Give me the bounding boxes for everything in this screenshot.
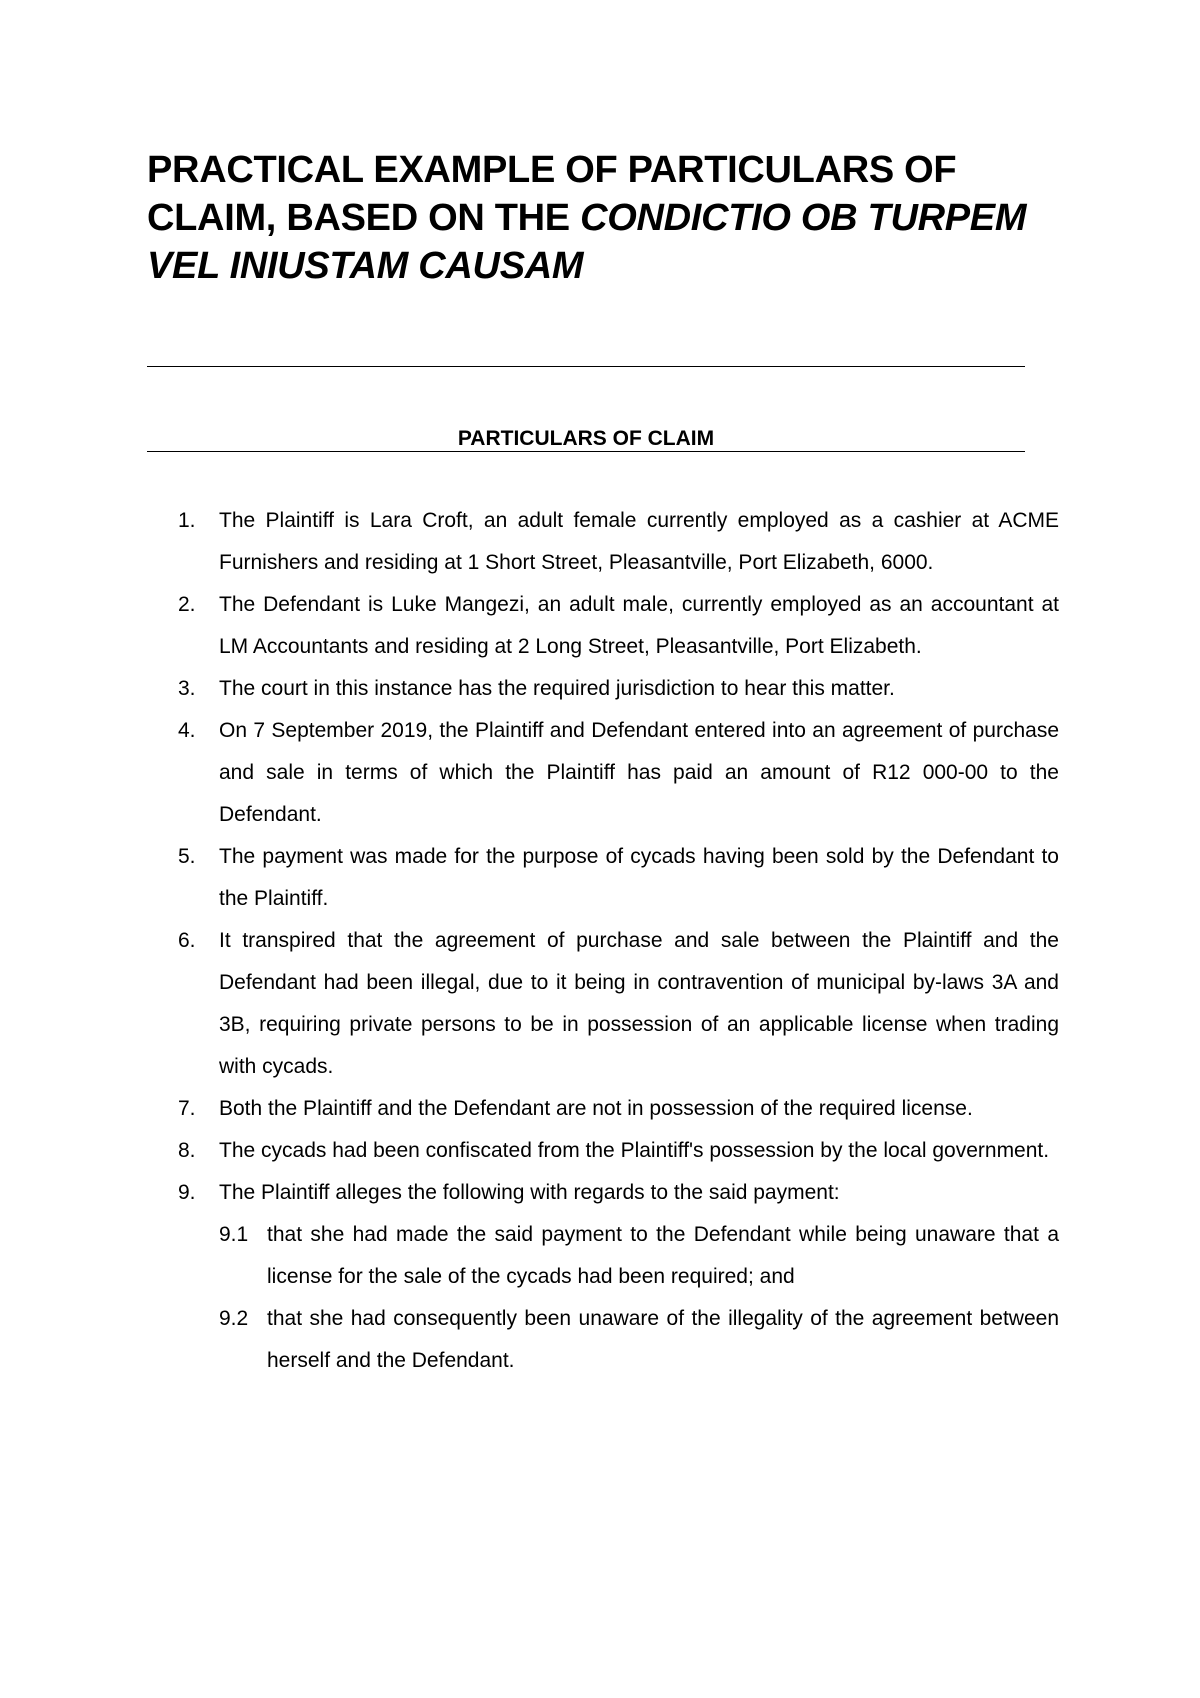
list-item — [147, 710, 1059, 836]
section-heading: PARTICULARS OF CLAIM — [147, 427, 1025, 452]
item-number: 8. — [178, 1139, 196, 1162]
sub-item-number: 9.1 — [219, 1223, 249, 1246]
item-text: The payment was made for the purpose of cycads having been sold by the Defendant to the Plaintiff. — [219, 845, 1059, 910]
item-text: Both the Plaintiff and the Defendant are not in possession of the required license. — [219, 1097, 973, 1120]
item-number: 5. — [178, 845, 196, 868]
item-text: The Plaintiff is Lara Croft, an adult female currently employed as a cashier at ACME Furnishers and residing at 1 Short Street, Pleasantville, Port Elizabeth, 6000. — [219, 509, 1059, 574]
sub-list-item — [219, 1214, 1059, 1298]
list-item — [147, 1130, 1059, 1172]
list-item — [147, 500, 1059, 584]
item-number: 4. — [178, 719, 196, 742]
item-number: 6. — [178, 929, 196, 952]
sub-list — [219, 1214, 1059, 1382]
horizontal-divider — [147, 366, 1025, 367]
title-text: PRACTICAL EXAMPLE OF PARTICULARS OF CLAIM, BASED ON THE — [147, 149, 957, 239]
item-number: 3. — [178, 677, 196, 700]
list-item — [147, 920, 1059, 1088]
item-text: On 7 September 2019, the Plaintiff and Defendant entered into an agreement of purchase and sale in terms of which the Plaintiff has paid an amount of R12 000-00 to the Defendant. — [219, 719, 1059, 826]
list-item — [147, 1088, 1059, 1130]
document-title — [147, 146, 1047, 290]
item-text: It transpired that the agreement of purchase and sale between the Plaintiff and the Defendant had been illegal, due to it being in contravention of municipal by-laws 3A and 3B, requiring private persons to be in possession of an applicable license when trading with cycads. — [219, 929, 1059, 1078]
list-item — [147, 836, 1059, 920]
sub-item-text: that she had consequently been unaware of the illegality of the agreement between herself and the Defendant. — [267, 1307, 1059, 1372]
item-text: The Defendant is Luke Mangezi, an adult male, currently employed as an accountant at LM Accountants and residing at 2 Long Street, Pleasantville, Port Elizabeth. — [219, 593, 1059, 658]
title-italic-text: CONDICTIO OB TURPEM VEL INIUSTAM CAUSAM — [147, 197, 1027, 287]
item-number: 9. — [178, 1181, 196, 1204]
sub-item-text: that she had made the said payment to the Defendant while being unaware that a license for the sale of the cycads had been required; and — [267, 1223, 1059, 1288]
sub-item-number: 9.2 — [219, 1307, 249, 1330]
list-item — [147, 584, 1059, 668]
item-number: 2. — [178, 593, 196, 616]
sub-list-item — [219, 1298, 1059, 1382]
item-text: The Plaintiff alleges the following with regards to the said payment: — [219, 1181, 840, 1204]
item-text: The court in this instance has the required jurisdiction to hear this matter. — [219, 677, 895, 700]
list-item — [147, 1172, 1059, 1382]
item-number: 7. — [178, 1097, 196, 1120]
list-item — [147, 668, 1059, 710]
item-number: 1. — [178, 509, 196, 532]
item-text: The cycads had been confiscated from the Plaintiff's possession by the local government. — [219, 1139, 1050, 1162]
claim-list — [147, 500, 1059, 1382]
